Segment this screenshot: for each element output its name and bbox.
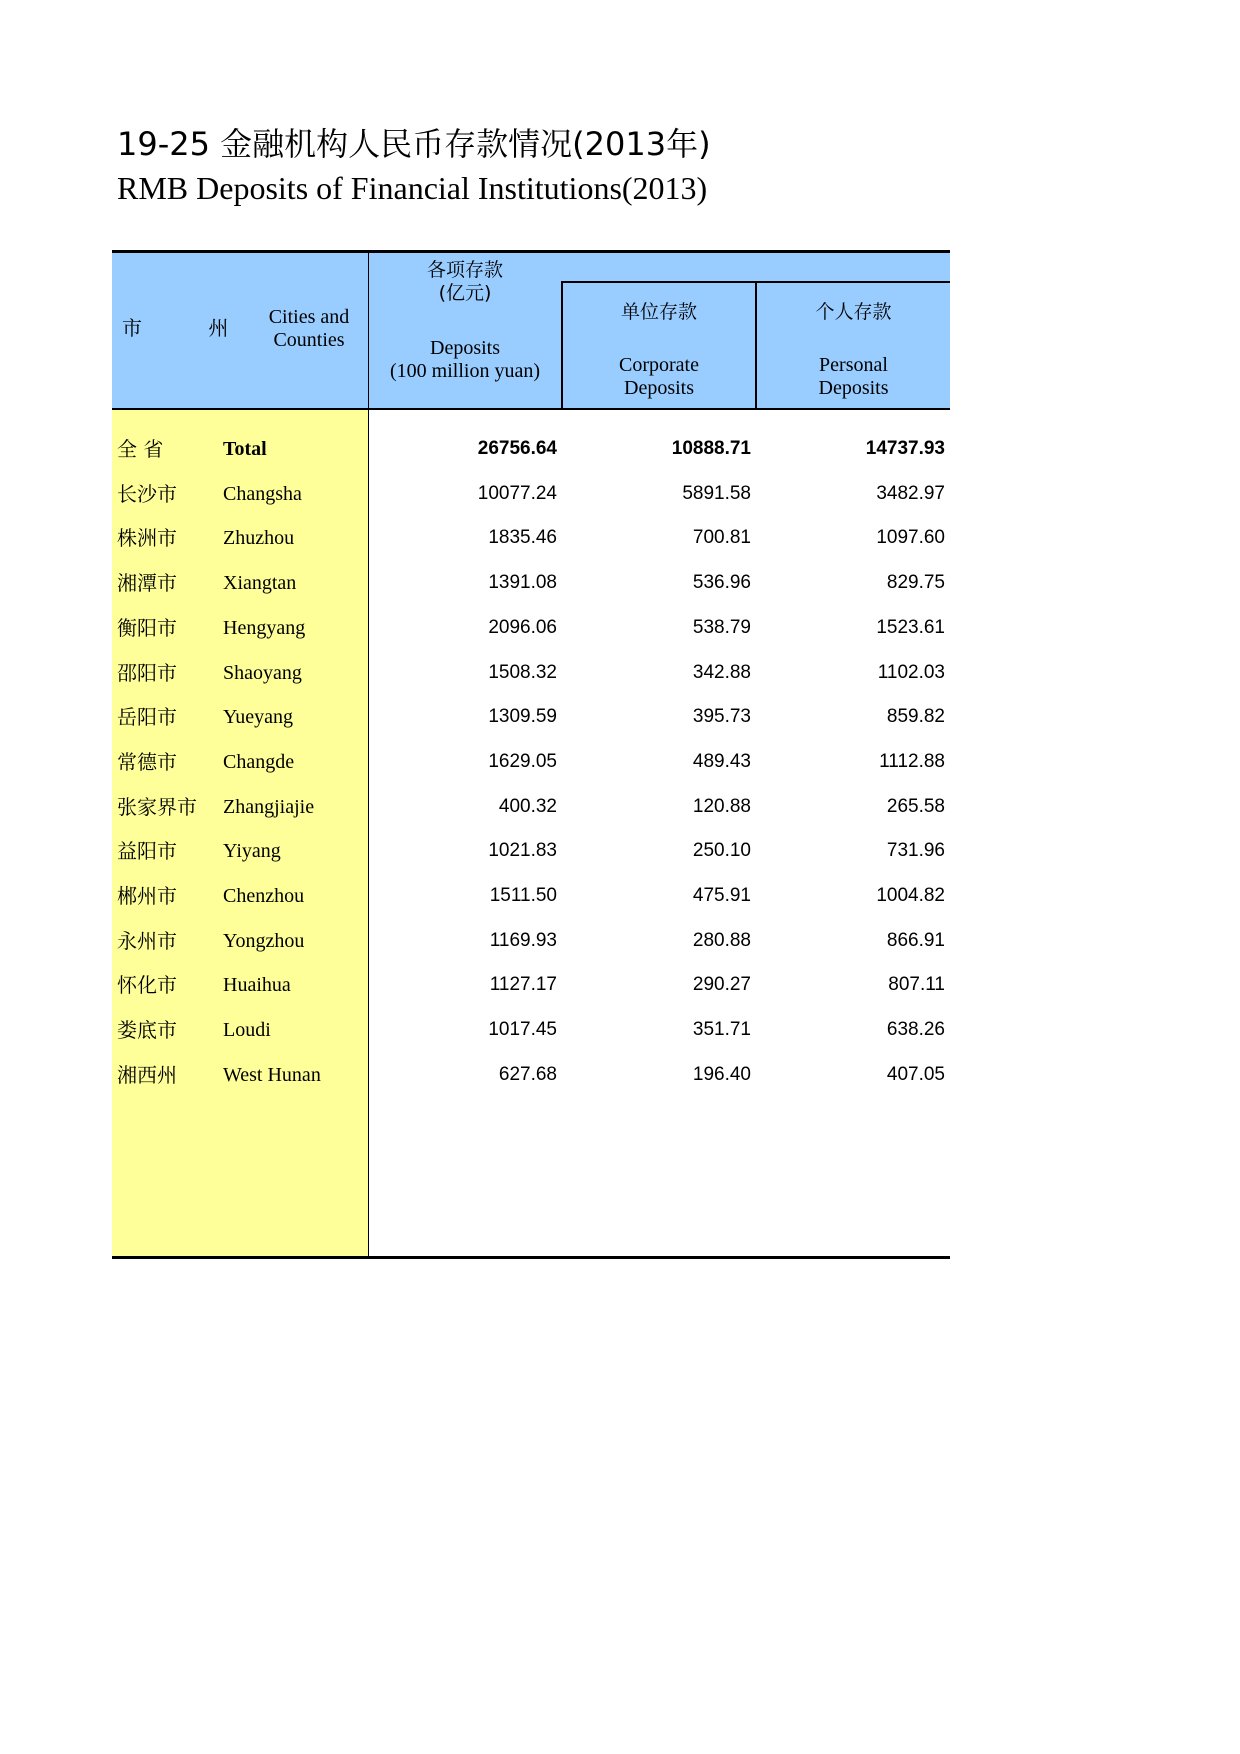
row-label-chinese: 全 省 xyxy=(117,437,164,461)
row-label-english: Changsha xyxy=(223,483,302,505)
table-row xyxy=(112,746,950,778)
cell-corporate: 538.79 xyxy=(692,617,751,638)
header-corporate-english: Corporate Deposits xyxy=(619,354,699,399)
cell-personal: 14737.93 xyxy=(865,438,945,459)
cell-corporate: 475.91 xyxy=(692,885,751,906)
header-corporate-chinese: 单位存款 xyxy=(620,301,697,323)
table-row xyxy=(112,835,950,867)
cell-personal: 866.91 xyxy=(886,930,945,951)
row-label-english: Yiyang xyxy=(223,840,281,862)
cell-personal: 638.26 xyxy=(886,1019,945,1040)
row-label-english: Shaoyang xyxy=(223,662,302,684)
row-label-english: Yongzhou xyxy=(223,930,305,952)
cell-personal: 1004.82 xyxy=(876,885,945,906)
table-row xyxy=(112,612,950,644)
cell-deposits: 1508.32 xyxy=(488,662,557,683)
row-label-english: Hengyang xyxy=(223,617,306,639)
cell-deposits: 1017.45 xyxy=(488,1019,557,1040)
row-label-english: Huaihua xyxy=(223,974,291,996)
row-label-chinese: 常德市 xyxy=(117,750,177,774)
cell-personal: 807.11 xyxy=(888,974,945,995)
table-row xyxy=(112,925,950,957)
header-deposits-chinese: 各项存款 (亿元) xyxy=(426,259,503,304)
header-city-english: Cities and Counties xyxy=(268,306,350,351)
deposits-table xyxy=(112,250,950,1259)
header-bottom-rule xyxy=(112,408,950,410)
cell-personal: 1523.61 xyxy=(876,617,945,638)
cell-corporate: 280.88 xyxy=(692,930,751,951)
cell-deposits: 1511.50 xyxy=(489,885,557,906)
row-label-chinese: 邵阳市 xyxy=(117,661,177,685)
table-title-chinese: 19-25 金融机构人民币存款情况(2013年) xyxy=(117,125,711,163)
cell-deposits: 1835.46 xyxy=(488,527,557,548)
table-row xyxy=(112,701,950,733)
cell-corporate: 10888.71 xyxy=(671,438,751,459)
cell-corporate: 342.88 xyxy=(692,662,751,683)
cell-deposits: 10077.24 xyxy=(477,483,557,504)
cell-deposits: 1127.17 xyxy=(489,974,557,995)
cell-corporate: 120.88 xyxy=(692,796,751,817)
row-label-english: Total xyxy=(223,438,267,460)
row-label-chinese: 永州市 xyxy=(117,929,177,953)
table-row xyxy=(112,1014,950,1046)
cell-corporate: 536.96 xyxy=(692,572,751,593)
row-label-chinese: 郴州市 xyxy=(117,884,177,908)
cell-corporate: 351.71 xyxy=(692,1019,751,1040)
row-label-chinese: 岳阳市 xyxy=(117,705,177,729)
cell-personal: 859.82 xyxy=(886,706,945,727)
table-row xyxy=(112,791,950,823)
row-label-chinese: 益阳市 xyxy=(117,839,177,863)
table-row xyxy=(112,1059,950,1091)
cell-personal: 1097.60 xyxy=(876,527,945,548)
header-city-chinese: 市 州 xyxy=(122,316,259,340)
cell-personal: 1102.03 xyxy=(877,662,945,683)
row-label-english: Yueyang xyxy=(223,706,293,728)
row-label-chinese: 娄底市 xyxy=(117,1018,177,1042)
cell-personal: 407.05 xyxy=(886,1064,945,1085)
cell-corporate: 290.27 xyxy=(692,974,751,995)
cell-deposits: 1169.93 xyxy=(489,930,557,951)
table-title-english: RMB Deposits of Financial Institutions(2013) xyxy=(117,170,708,206)
table-row xyxy=(112,969,950,1001)
row-label-english: Zhangjiajie xyxy=(223,796,315,818)
table-row xyxy=(112,657,950,689)
cell-deposits: 1021.83 xyxy=(488,840,557,861)
row-label-english: Xiangtan xyxy=(223,572,297,594)
row-label-chinese: 怀化市 xyxy=(117,973,177,997)
cell-corporate: 250.10 xyxy=(692,840,751,861)
table-row xyxy=(112,880,950,912)
cell-deposits: 627.68 xyxy=(498,1064,557,1085)
row-label-chinese: 长沙市 xyxy=(117,482,177,506)
cell-deposits: 1309.59 xyxy=(488,706,557,727)
cell-deposits: 2096.06 xyxy=(488,617,557,638)
cell-personal: 3482.97 xyxy=(876,483,945,504)
row-label-chinese: 张家界市 xyxy=(117,795,197,819)
row-label-chinese: 湘潭市 xyxy=(117,571,177,595)
table-row xyxy=(112,567,950,599)
row-label-chinese: 衡阳市 xyxy=(117,616,177,640)
row-label-english: Changde xyxy=(223,751,295,773)
cell-personal: 1112.88 xyxy=(879,751,945,772)
table-row-total xyxy=(112,433,950,465)
cell-corporate: 489.43 xyxy=(692,751,751,772)
header-personal-chinese: 个人存款 xyxy=(815,301,892,323)
table-row xyxy=(112,478,950,510)
cell-deposits: 1391.08 xyxy=(488,572,557,593)
row-label-english: Chenzhou xyxy=(223,885,305,907)
row-label-chinese: 湘西州 xyxy=(117,1063,177,1087)
cell-deposits: 1629.05 xyxy=(488,751,557,772)
row-label-english: West Hunan xyxy=(223,1064,321,1086)
cell-deposits: 26756.64 xyxy=(477,438,557,459)
header-personal-english: Personal Deposits xyxy=(818,354,889,399)
header-deposits-english: Deposits (100 million yuan) xyxy=(390,337,540,382)
cell-corporate: 700.81 xyxy=(692,527,751,548)
table-row xyxy=(112,522,950,554)
cell-personal: 265.58 xyxy=(886,796,945,817)
row-label-chinese: 株洲市 xyxy=(117,526,177,550)
cell-deposits: 400.32 xyxy=(498,796,557,817)
row-label-english: Zhuzhou xyxy=(223,527,295,549)
cell-corporate: 5891.58 xyxy=(682,483,751,504)
top-rule xyxy=(112,250,950,253)
row-label-english: Loudi xyxy=(223,1019,271,1041)
cell-personal: 731.96 xyxy=(886,840,945,861)
cell-personal: 829.75 xyxy=(886,572,945,593)
cell-corporate: 395.73 xyxy=(692,706,751,727)
bottom-rule xyxy=(112,1256,950,1259)
cell-corporate: 196.40 xyxy=(692,1064,751,1085)
